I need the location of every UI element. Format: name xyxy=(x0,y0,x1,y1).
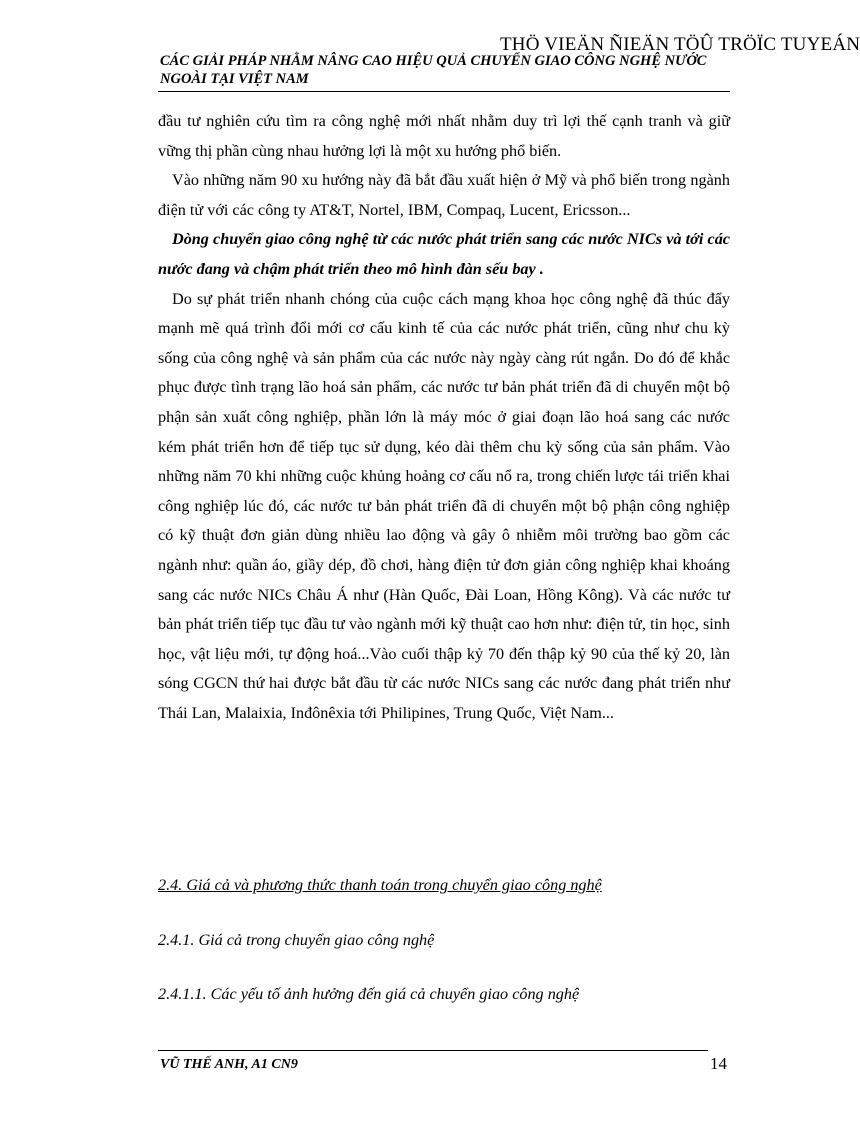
paragraph-4: Do sự phát triển nhanh chóng của cuộc cách mạng khoa học công nghệ đã thúc đẩy mạnh mẽ quá trình đổi mới cơ cấu kinh tế của các nước phát triển, cũng như chu kỳ sống của công nghệ và sản phẩm của các nước này ngày càng rút ngắn. Do đó để khắc phục được tình trạng lão hoá sản phẩm, các nước tư bản phát triển đã di chuyển một bộ phận sản xuất công nghiệp, phần lớn là máy móc ở giai đoạn lão hoá sang các nước kém phát triển hơn để tiếp tục sử dụng, kéo dài thêm chu kỳ sống của sản phẩm. Vào những năm 70 khi những cuộc khủng hoảng cơ cấu nổ ra, trong chiến lược tái triển khai công nghiệp lúc đó, các nước tư bản phát triển đã di chuyển một bộ phận công nghiệp có kỹ thuật đơn giản dùng nhiều lao động và gây ô nhiễm môi trường bao gồm các ngành như: quần áo, giầy dép, đồ chơi, hàng điện tử đơn giản công nghiệp khai khoáng sang các nước NICs Châu Á như (Hàn Quốc, Đài Loan, Hồng Kông). Và các nước tư bản phát triển tiếp tục đầu tư vào ngành mới kỹ thuật cao hơn như: điện tử, tin học, sinh học, vật liệu mới, tự động hoá...Vào cuối thập kỷ 70 đến thập kỷ 90 của thế kỷ 20, làn sóng CGCN thứ hai được bắt đầu từ các nước NICs sang các nước đang phát triển như Thái Lan, Malaixia, Inđônêxia tới Philipines, Trung Quốc, Việt Nam... xyxy=(158,289,730,722)
running-header-title: CÁC GIẢI PHÁP NHẰM NÂNG CAO HIỆU QUẢ CHUYỂN GIAO CÔNG NGHỆ NƯỚC NGOÀI TẠI VIỆT NAM xyxy=(160,53,707,87)
section-2-4-heading: 2.4. Giá cả và phương thức thanh toán trong chuyển giao công nghệ xyxy=(158,876,602,894)
library-watermark: THÖ VIEÄN ÑIEÄN TÖÛ TRÖÏC TUYEÁN xyxy=(500,34,860,55)
paragraph-3-heading: Dòng chuyển giao công nghệ từ các nước phát triển sang các nước NICs và tới các nước đang và chậm phát triển theo mô hình đàn sếu bay . xyxy=(158,230,730,278)
paragraph-1: đầu tư nghiên cứu tìm ra công nghệ mới nhất nhằm duy trì lợi thế cạnh tranh và giữ vững thị phần cùng nhau hưởng lợi là một xu hướng phổ biến. xyxy=(158,112,730,160)
section-2-4-1-heading: 2.4.1. Giá cả trong chuyển giao công nghệ xyxy=(158,931,435,949)
footer-author: VŨ THẾ ANH, A1 CN9 xyxy=(160,1057,298,1072)
section-2-4-1-1-heading: 2.4.1.1. Các yếu tố ảnh hưởng đến giá cả chuyển giao công nghệ xyxy=(158,985,580,1003)
paragraph-2: Vào những năm 90 xu hướng này đã bắt đầu xuất hiện ở Mỹ và phổ biến trong ngành điện tử với các công ty AT&T, Nortel, IBM, Compaq, Lucent, Ericsson... xyxy=(158,171,730,219)
header-divider xyxy=(158,91,730,92)
body-text xyxy=(158,107,730,728)
page-number: 14 xyxy=(710,1054,727,1073)
footer-divider xyxy=(158,1050,708,1051)
